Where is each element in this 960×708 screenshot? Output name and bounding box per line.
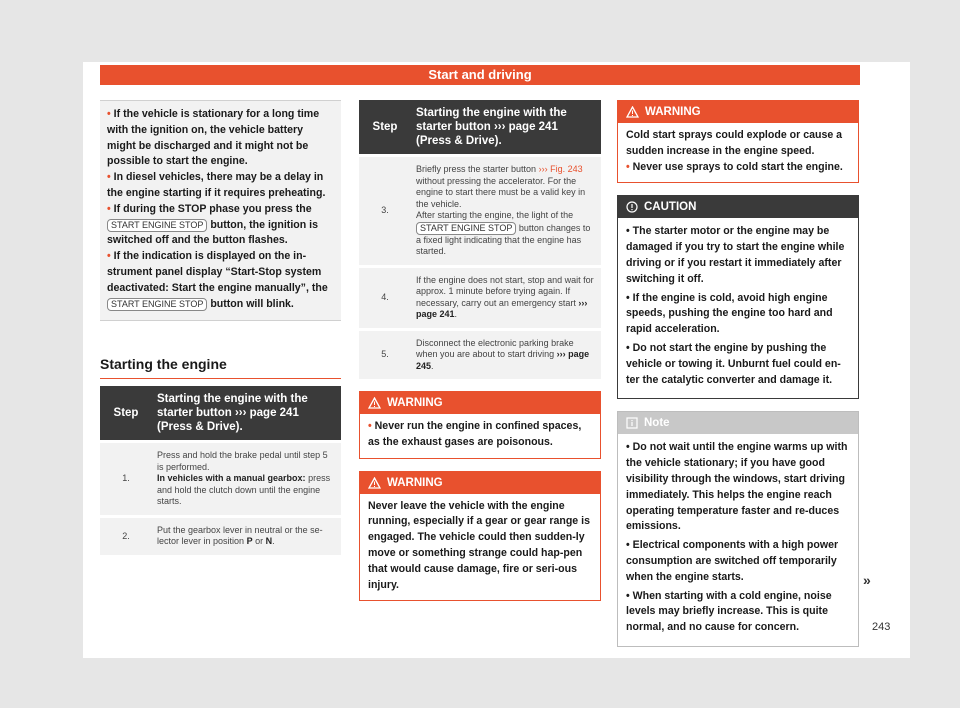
start-engine-stop-button-label: START ENGINE STOP	[107, 219, 207, 232]
table-row	[359, 156, 601, 267]
step-number: 4.	[359, 266, 411, 329]
warning-triangle-icon	[368, 397, 381, 409]
warning-body: Never leave the vehicle with the engine running, especially if a gear or gear range is engaged. The vehicle could then sudden-ly move or something strange could hap-pen that would cause damage, fire or seri-ous injury.	[368, 499, 590, 591]
page-reference-link[interactable]: ››› page 241	[416, 297, 588, 319]
figure-reference-link[interactable]: ››› Fig. 243	[538, 164, 583, 174]
start-engine-stop-button-label: START ENGINE STOP	[416, 222, 516, 235]
continue-marker: »	[863, 572, 871, 588]
warning-box	[359, 391, 601, 459]
warning-triangle-icon	[368, 477, 381, 489]
step-number: 2.	[100, 516, 152, 555]
note-header: Note	[618, 412, 858, 434]
table-header-row	[359, 100, 601, 156]
chapter-header: Start and driving	[100, 65, 860, 85]
warning-triangle-icon	[626, 106, 639, 118]
bullet-icon: •	[626, 341, 633, 354]
right-column	[617, 100, 859, 647]
bullet-icon: •	[626, 539, 633, 552]
step-description: Disconnect the electronic parking brake when you are about to start driving ››› page 245.	[411, 329, 601, 379]
step-description: Put the gearbox lever in neutral or the se-lector lever in position P or N.	[152, 516, 341, 555]
bullet-icon: •	[626, 225, 633, 238]
info-item: • If the vehicle is stationary for a long time with the ignition on, the vehicle battery might be discharged and it might not be possible to start the engine.	[107, 108, 320, 168]
warning-body: Cold start sprays could explode or cause a sudden increase in the engine speed. • Never use sprays to cold start the engine.	[626, 129, 843, 173]
table-row	[100, 516, 341, 555]
caution-body: • The starter motor or the engine may be damaged if you try to start the engine while driving or if you restart it immediately after switching it off. • If the engine is cold, avoid high engine speeds, pushing the engine too hard and rapid acceleration. • Do not start the engine by pushing the vehicle or towing it. Unburnt fuel could en-ter the catalytic converter and damage it.	[626, 225, 845, 386]
table-row	[359, 266, 601, 329]
column-header-step: Step	[100, 386, 152, 442]
table-header-row	[100, 386, 341, 442]
warning-header: WARNING	[360, 392, 600, 414]
bullet-icon: •	[107, 202, 114, 215]
caution-header: CAUTION	[618, 196, 858, 218]
table-row	[359, 329, 601, 379]
bullet-icon: •	[626, 441, 633, 454]
bullet-icon: •	[107, 108, 114, 120]
caution-circle-icon	[626, 201, 638, 213]
info-item: • If during the STOP phase you press the START ENGINE STOP button, the ignition is switched off and the button flashes.	[107, 202, 318, 247]
info-box	[100, 100, 341, 321]
info-item: • If the indication is displayed on the in-strument panel display “Start-Stop system deactivated: Start the engine manually”, the START ENGINE STOP button will blink.	[107, 250, 328, 310]
column-header-description: Starting the engine with the starter button ››› page 241 (Press & Drive).	[152, 386, 341, 442]
step-description: Briefly press the starter button ››› Fig. 243 without pressing the accelerator. For the engine to start there must be a valid key in the vehicle. After starting the engine, the light of the START ENGINE STOP button changes to a fixed light indicating that the engine has started.	[411, 156, 601, 267]
note-box	[617, 411, 859, 647]
page-reference-link[interactable]: ››› page 245	[416, 349, 590, 371]
step-number: 1.	[100, 442, 152, 517]
steps-table-left	[100, 386, 341, 555]
step-description: If the engine does not start, stop and wait for approx. 1 minute before trying again. If necessary, carry out an emergency start ››› page 241.	[411, 266, 601, 329]
steps-table-middle	[359, 100, 601, 379]
table-row	[100, 442, 341, 517]
step-number: 5.	[359, 329, 411, 379]
bullet-icon: •	[368, 420, 375, 432]
bullet-icon: •	[107, 171, 114, 184]
warning-header: WARNING	[360, 472, 600, 494]
page-number: 243	[872, 621, 891, 633]
bullet-icon: •	[626, 160, 633, 173]
info-icon	[626, 417, 638, 429]
middle-column	[359, 100, 601, 601]
section-title: Starting the engine	[100, 356, 341, 379]
column-header-step: Step	[359, 100, 411, 156]
note-body: • Do not wait until the engine warms up with the vehicle stationary; if you have good visibility through the windows, start driving immediately. This helps the engine reach operating temperature faster and re-duces emissions. • Electrical components with a high power consumption are switched off temporarily when the engine starts. • When starting with a cold engine, noise levels may briefly increase. This is quite normal, and no cause for concern.	[626, 441, 848, 634]
bullet-icon: •	[626, 589, 633, 602]
warning-box	[617, 100, 859, 183]
step-number: 3.	[359, 156, 411, 267]
bullet-icon: •	[107, 250, 114, 263]
warning-box	[359, 471, 601, 602]
warning-body: • Never run the engine in confined spaces, as the exhaust gases are poisonous.	[368, 420, 582, 448]
start-engine-stop-button-label: START ENGINE STOP	[107, 298, 207, 311]
left-column	[100, 100, 341, 555]
column-header-description: Starting the engine with the starter button ››› page 241 (Press & Drive).	[411, 100, 601, 156]
step-description: Press and hold the brake pedal until step 5 is performed. In vehicles with a manual gearbox: press and hold the clutch down until the engine starts.	[152, 442, 341, 517]
warning-header: WARNING	[618, 101, 858, 123]
info-item: • In diesel vehicles, there may be a delay in the engine starting if it requires preheating.	[107, 171, 326, 199]
caution-box	[617, 195, 859, 399]
bullet-icon: •	[626, 291, 633, 304]
